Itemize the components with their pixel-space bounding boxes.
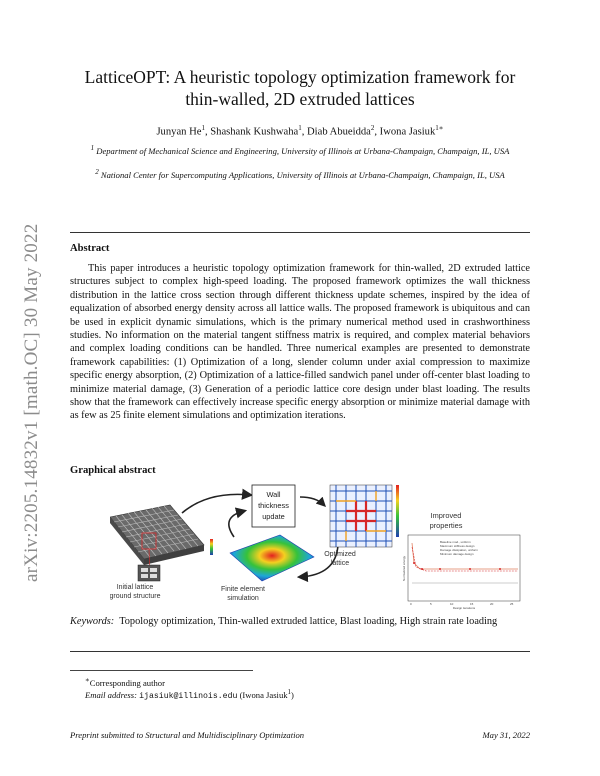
update-box-line-1: Wall <box>266 490 281 499</box>
arrow-to-update <box>182 494 250 513</box>
label-improved-line-2: properties <box>429 521 463 530</box>
arrow-fe-to-update <box>229 511 244 537</box>
label-initial-line-1: Initial lattice <box>116 584 154 591</box>
affiliation-1 <box>72 142 528 157</box>
author-sup: 1 <box>201 124 205 132</box>
label-optimized-line-2: lattice <box>330 560 350 567</box>
affiliation-sup: 2 <box>95 168 99 176</box>
abstract-body: This paper introduces a heuristic topology optimization framework for thin-walled, 2D extruded lattice structures subject to complex high-speed loading. The proposed framework optimizes the wall thickness distribution in the lattice cross section through different thickness update schemes, inspired by the idea of equalization of absorbed energy density across all lattice walls. The proposed framework is ubiquitous and can be used in explicit dynamic simulations, which is the primary numerical method used in crashworthiness studies. No information on the material tangent stiffness matrix is required, and complex material behaviors and complex loading conditions can be handled. Three numerical examples are presented to demonstrate framework capabilities: (1) Optimization of a long, slender column under axial compression to maximize specific energy absorption, (2) Optimization of a lattice-filled sandwich panel under off-center blast loading to minimize material damage, (3) Generation of a periodic lattice core design under blast loading. The results show that the framework can effectively increase specific energy absorption or minimize material damage with as few as 25 finite element simulations and optimization iterations. <box>70 263 530 422</box>
footnote-corresponding-text: Corresponding author <box>89 677 165 688</box>
affiliation-sup: 1 <box>90 144 95 152</box>
label-fe-line-2: simulation <box>227 595 259 602</box>
update-box-line-3: update <box>262 512 285 521</box>
footnote-email <box>85 688 294 701</box>
affiliation-text: Department of Mechanical Science and Engineering, University of Illinois at Urbana-Champaign, Champaign, IL, USA <box>96 145 510 156</box>
chart-xtick-2: 10 <box>450 602 454 606</box>
author-name: Shashank Kushwaha <box>210 126 299 138</box>
label-initial-line-2: ground structure <box>110 593 161 600</box>
paper-title <box>60 66 540 110</box>
label-optimized-line-1: Optimized <box>324 551 356 558</box>
chart-xtick-4: 20 <box>490 602 494 606</box>
footnote-rule <box>70 670 253 671</box>
footer-preprint-note: Preprint submitted to Structural and Multidisciplinary Optimization <box>70 730 305 740</box>
title-line-1: LatticeOPT: A heuristic topology optimization framework for <box>84 67 516 87</box>
footnote-marker: ∗ <box>85 676 90 684</box>
email-owner: (Iwona Jasiuk <box>239 689 288 700</box>
graphical-abstract-heading: Graphical abstract <box>70 465 156 476</box>
email-owner-sup: 1 <box>287 688 292 696</box>
author-name: Iwona Jasiuk <box>379 126 436 138</box>
chart-xtick-1: 5 <box>430 602 432 606</box>
arrow-update-to-optimized <box>300 497 324 505</box>
chart-legend-3: Damage dissipation, uniform <box>440 548 479 552</box>
title-line-2: thin-walled, 2D extruded lattices <box>185 89 415 109</box>
author-sup: 1∗ <box>435 124 444 132</box>
arxiv-identifier: arXiv:2205.14832v1 [math.OC] 30 May 2022 <box>21 223 42 582</box>
author-list: Junyan He$^1$, Shashank Kushwaha$^1$, Diab Abueidda$^2$, Iwona Jasiuk$^{1∗}$ <box>156 124 444 138</box>
author-name: Junyan He <box>156 126 202 138</box>
email-label: Email address: <box>85 689 137 700</box>
label-improved-line-1: Improved <box>430 511 462 520</box>
email-address[interactable]: ijasiuk@illinois.edu <box>139 691 238 701</box>
optimized-lattice-image <box>330 485 399 547</box>
initial-lattice-image <box>110 505 204 581</box>
chart-xlabel: Design iterations <box>452 606 476 610</box>
abstract-top-rule <box>70 232 530 233</box>
graphical-abstract-figure <box>110 483 530 610</box>
author-sup: 1 <box>298 124 302 132</box>
keywords-label: Keywords: <box>70 616 115 627</box>
footer-date: May 31, 2022 <box>482 730 530 740</box>
fe-simulation-image <box>210 535 314 581</box>
affiliation-2 <box>72 166 528 181</box>
chart-ylabel: Normalized energy <box>402 555 406 581</box>
chart-legend-2: Maximum stiffness design <box>440 544 475 548</box>
footnote-corresponding <box>85 676 165 688</box>
keywords-bottom-rule <box>70 651 530 652</box>
chart-xtick-0: 0 <box>410 602 412 606</box>
improved-properties-chart <box>402 535 520 610</box>
author-name: Diab Abueidda <box>307 126 371 138</box>
keywords <box>70 615 530 628</box>
email-owner-close: ) <box>291 689 294 700</box>
chart-legend-4: Minimum damage design <box>440 552 474 556</box>
label-fe-line-1: Finite element <box>221 586 265 593</box>
update-box-line-2: thickness <box>258 501 289 510</box>
author-sup: 2 <box>370 124 375 132</box>
abstract-heading: Abstract <box>70 243 110 254</box>
chart-legend-1: Baseline mod., uniform <box>440 540 471 544</box>
chart-xtick-5: 25 <box>510 602 514 606</box>
graphical-abstract-svg <box>110 483 530 610</box>
affiliation-text: National Center for Supercomputing Applications, University of Illinois at Urbana-Champaign, Champaign, IL, USA <box>100 169 505 180</box>
chart-xtick-3: 15 <box>470 602 474 606</box>
keywords-text: Topology optimization, Thin-walled extruded lattice, Blast loading, High strain rate loading <box>119 616 498 627</box>
